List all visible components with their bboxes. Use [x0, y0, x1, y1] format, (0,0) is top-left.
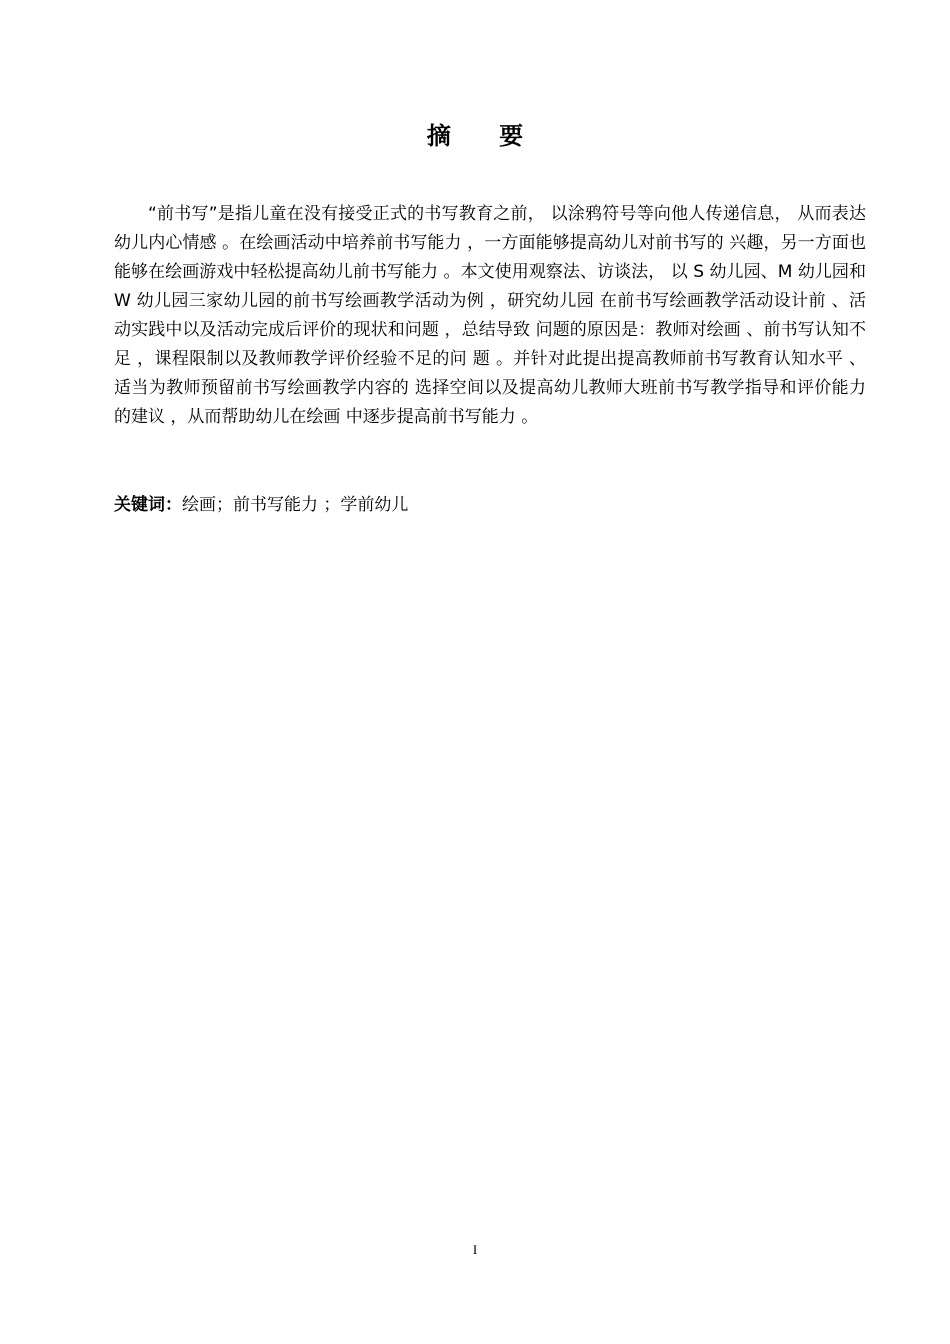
abstract-title: 摘 要 — [426, 122, 544, 150]
keywords-label: 关键词： — [114, 495, 182, 515]
abstract-body: “前书写”是指儿童在没有接受正式的书写教育之前， 以涂鸦符号等向他人传递信息， 从而表达幼儿内心情感 。在绘画活动中培养前书写能力 ，一方面能够提高幼儿对前书写的 兴趣，另一方面也能够在绘画游戏中轻松提高幼儿前书写能力 。本文使用观察法、访谈法， 以 S 幼儿园、M 幼儿园和 W 幼儿园三家幼儿园的前书写绘画教学活动为例 ，研究幼儿园 在前书写绘画教学活动设计前 、活动实践中以及活动完成后评价的现状和问题 ，总结导致 问题的原因是：教师对绘画 、前书写认知不足 ，课程限制以及教师教学评价经验不足的问 题 。并针对此提出提高教师前书写教育认知水平 、适当为教师预留前书写绘画教学内容的 选择空间以及提高幼儿教师大班前书写教学指导和评价能力的建议 ，从而帮助幼儿在绘画 中逐步提高前书写能力 。 — [114, 204, 866, 427]
keywords-line — [114, 491, 866, 520]
page-number: I — [472, 1242, 478, 1257]
keywords-value: 绘画；前书写能力 ；学前幼儿 — [182, 495, 409, 515]
